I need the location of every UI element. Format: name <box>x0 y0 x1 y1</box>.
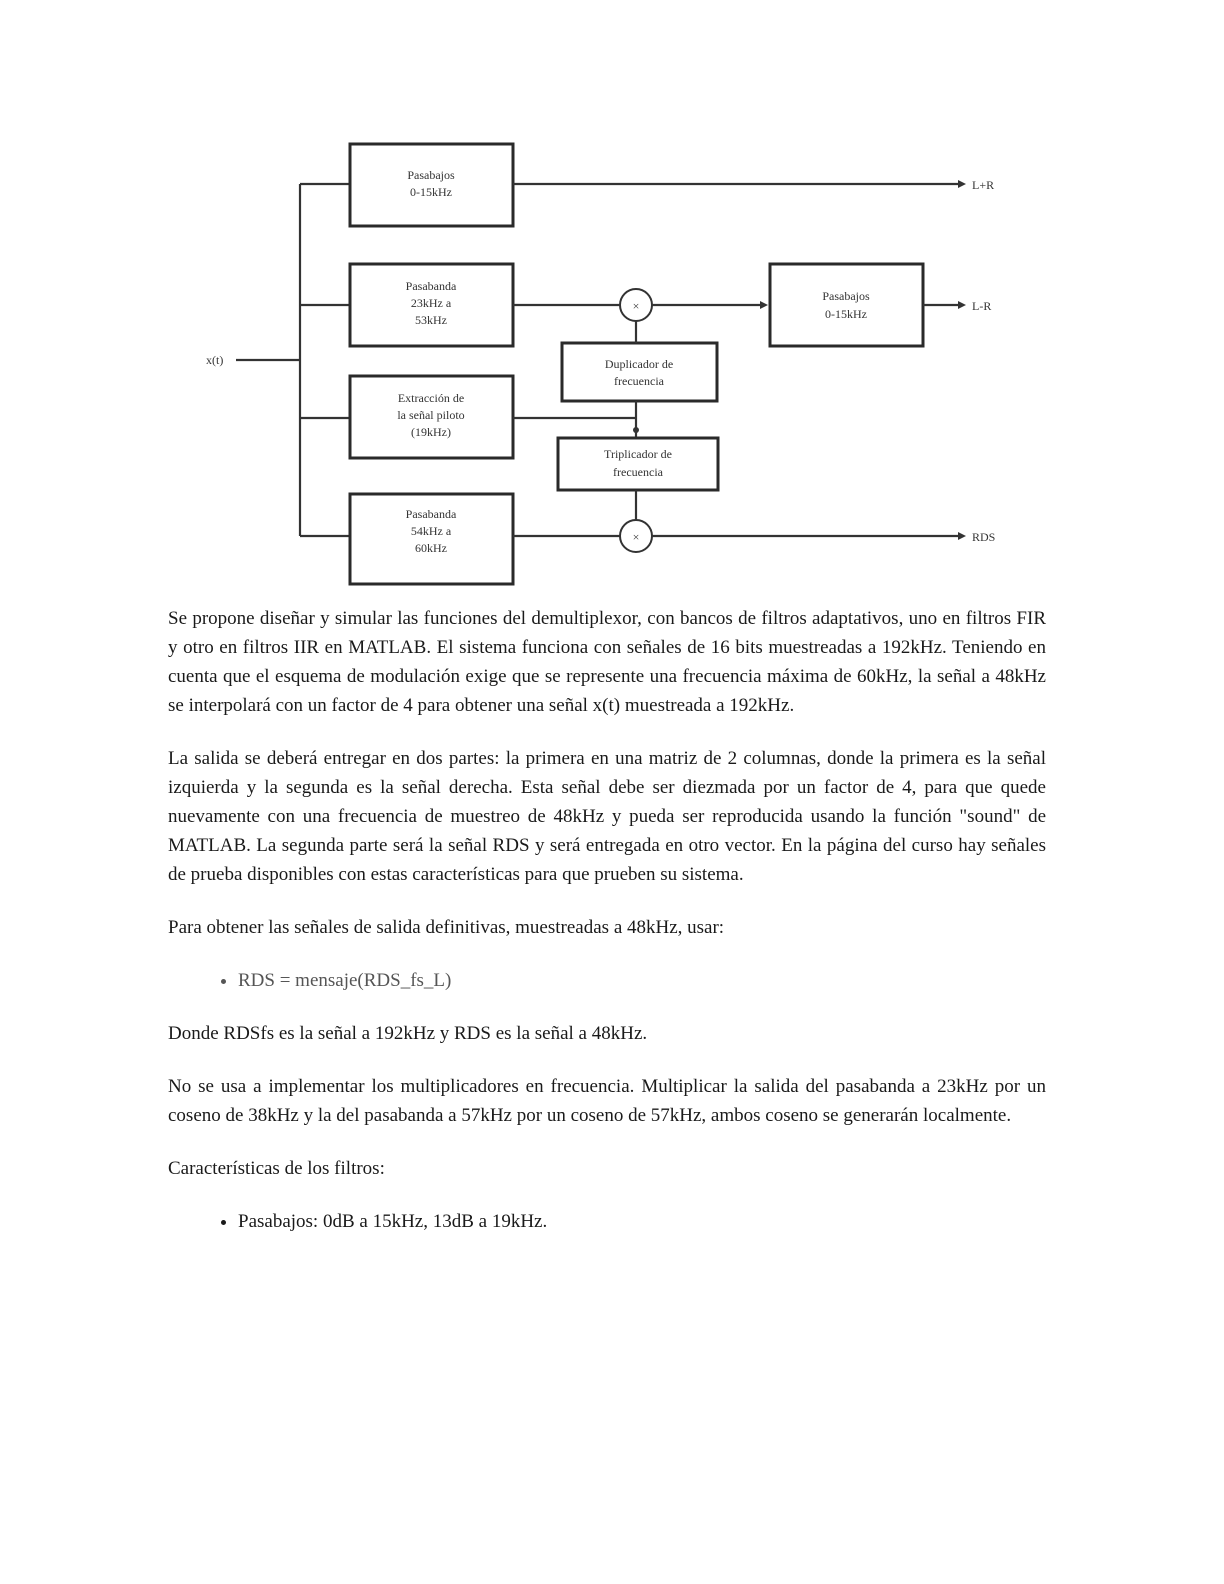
svg-text:Pasabanda: Pasabanda <box>405 279 457 293</box>
output-rds: RDS <box>972 530 996 544</box>
svg-text:Pasabajos: Pasabajos <box>407 168 455 182</box>
svg-text:×: × <box>632 530 640 544</box>
svg-text:0-15kHz: 0-15kHz <box>825 307 867 321</box>
svg-text:0-15kHz: 0-15kHz <box>410 185 452 199</box>
svg-text:23kHz a: 23kHz a <box>410 296 452 310</box>
pilot-extraction-block <box>350 376 513 458</box>
paragraph-6: Características de los filtros: <box>168 1158 385 1179</box>
demultiplexer-block-diagram <box>0 0 1224 590</box>
paragraph-4: Donde RDSfs es la señal a 192kHz y RDS es la señal a 48kHz. <box>168 1023 648 1044</box>
output-l-plus-r: L+R <box>972 178 995 192</box>
document-body <box>168 604 1046 1260</box>
svg-text:54kHz a: 54kHz a <box>410 524 452 538</box>
lowpass-block <box>350 144 513 226</box>
output-lowpass-block <box>770 264 923 346</box>
svg-text:Extracción de: Extracción de <box>397 391 465 405</box>
bullet-item-lowpass-spec: • Pasabajos: 0dB a 15kHz, 13dB a 19kHz. <box>238 1207 1046 1236</box>
input-label: x(t) <box>206 353 224 367</box>
svg-text:la señal piloto: la señal piloto <box>397 408 465 422</box>
svg-text:×: × <box>632 299 640 313</box>
output-l-minus-r: L-R <box>972 299 992 313</box>
bandpass-54-60-block <box>350 494 513 584</box>
svg-text:Pasabajos: Pasabajos <box>822 289 870 303</box>
bandpass-23-53-block <box>350 264 513 346</box>
svg-text:Duplicador de: Duplicador de <box>604 357 674 371</box>
svg-text:Triplicador de: Triplicador de <box>604 447 672 461</box>
bullet-list-2 <box>168 1207 1046 1236</box>
svg-text:60kHz: 60kHz <box>415 541 447 555</box>
svg-text:frecuencia: frecuencia <box>614 374 664 388</box>
frequency-tripler-block <box>558 438 718 490</box>
frequency-doubler-block <box>562 343 717 401</box>
multiplier-node-1 <box>620 289 652 321</box>
svg-text:Pasabanda: Pasabanda <box>405 507 457 521</box>
paragraph-3: Para obtener las señales de salida definitivas, muestreadas a 48kHz, usar: <box>168 917 725 938</box>
bullet-item-equation: • RDS = mensaje(RDS_fs_L) <box>238 966 1046 995</box>
svg-text:53kHz: 53kHz <box>415 313 447 327</box>
svg-text:(19kHz): (19kHz) <box>411 425 451 439</box>
svg-text:frecuencia: frecuencia <box>613 465 663 479</box>
paragraph-1: Se propone diseñar y simular las funciones del demultiplexor, con bancos de filtros adaptativos, uno en filtros FIR y otro en filtros IIR en MATLAB. El sistema funciona con señales de 16 bits muestreadas a 192kHz. Teniendo en cuenta que el esquema de modulación exige que se represente una frecuencia máxima de 60kHz, la señal a 48kHz se interpolará con un factor de 4 para obtener una señal x(t) muestreada a 192kHz. <box>168 608 1046 716</box>
multiplier-node-2 <box>620 520 652 552</box>
bullet-list-1 <box>168 966 1046 995</box>
paragraph-5: No se usa a implementar los multiplicadores en frecuencia. Multiplicar la salida del pasabanda a 23kHz por un coseno de 38kHz y la del pasabanda a 57kHz por un coseno de 57kHz, ambos coseno se generarán localmente. <box>168 1076 1046 1126</box>
paragraph-2: La salida se deberá entregar en dos partes: la primera en una matriz de 2 columnas, donde la primera es la señal izquierda y la segunda es la señal derecha. Esta señal debe ser diezmada por un factor de 4, para que quede nuevamente con una frecuencia de muestreo de 48kHz y pueda ser reproducida usando la función "sound" de MATLAB. La segunda parte será la señal RDS y será entregada en otro vector. En la página del curso hay señales de prueba disponibles con estas características para que prueben su sistema. <box>168 748 1046 885</box>
